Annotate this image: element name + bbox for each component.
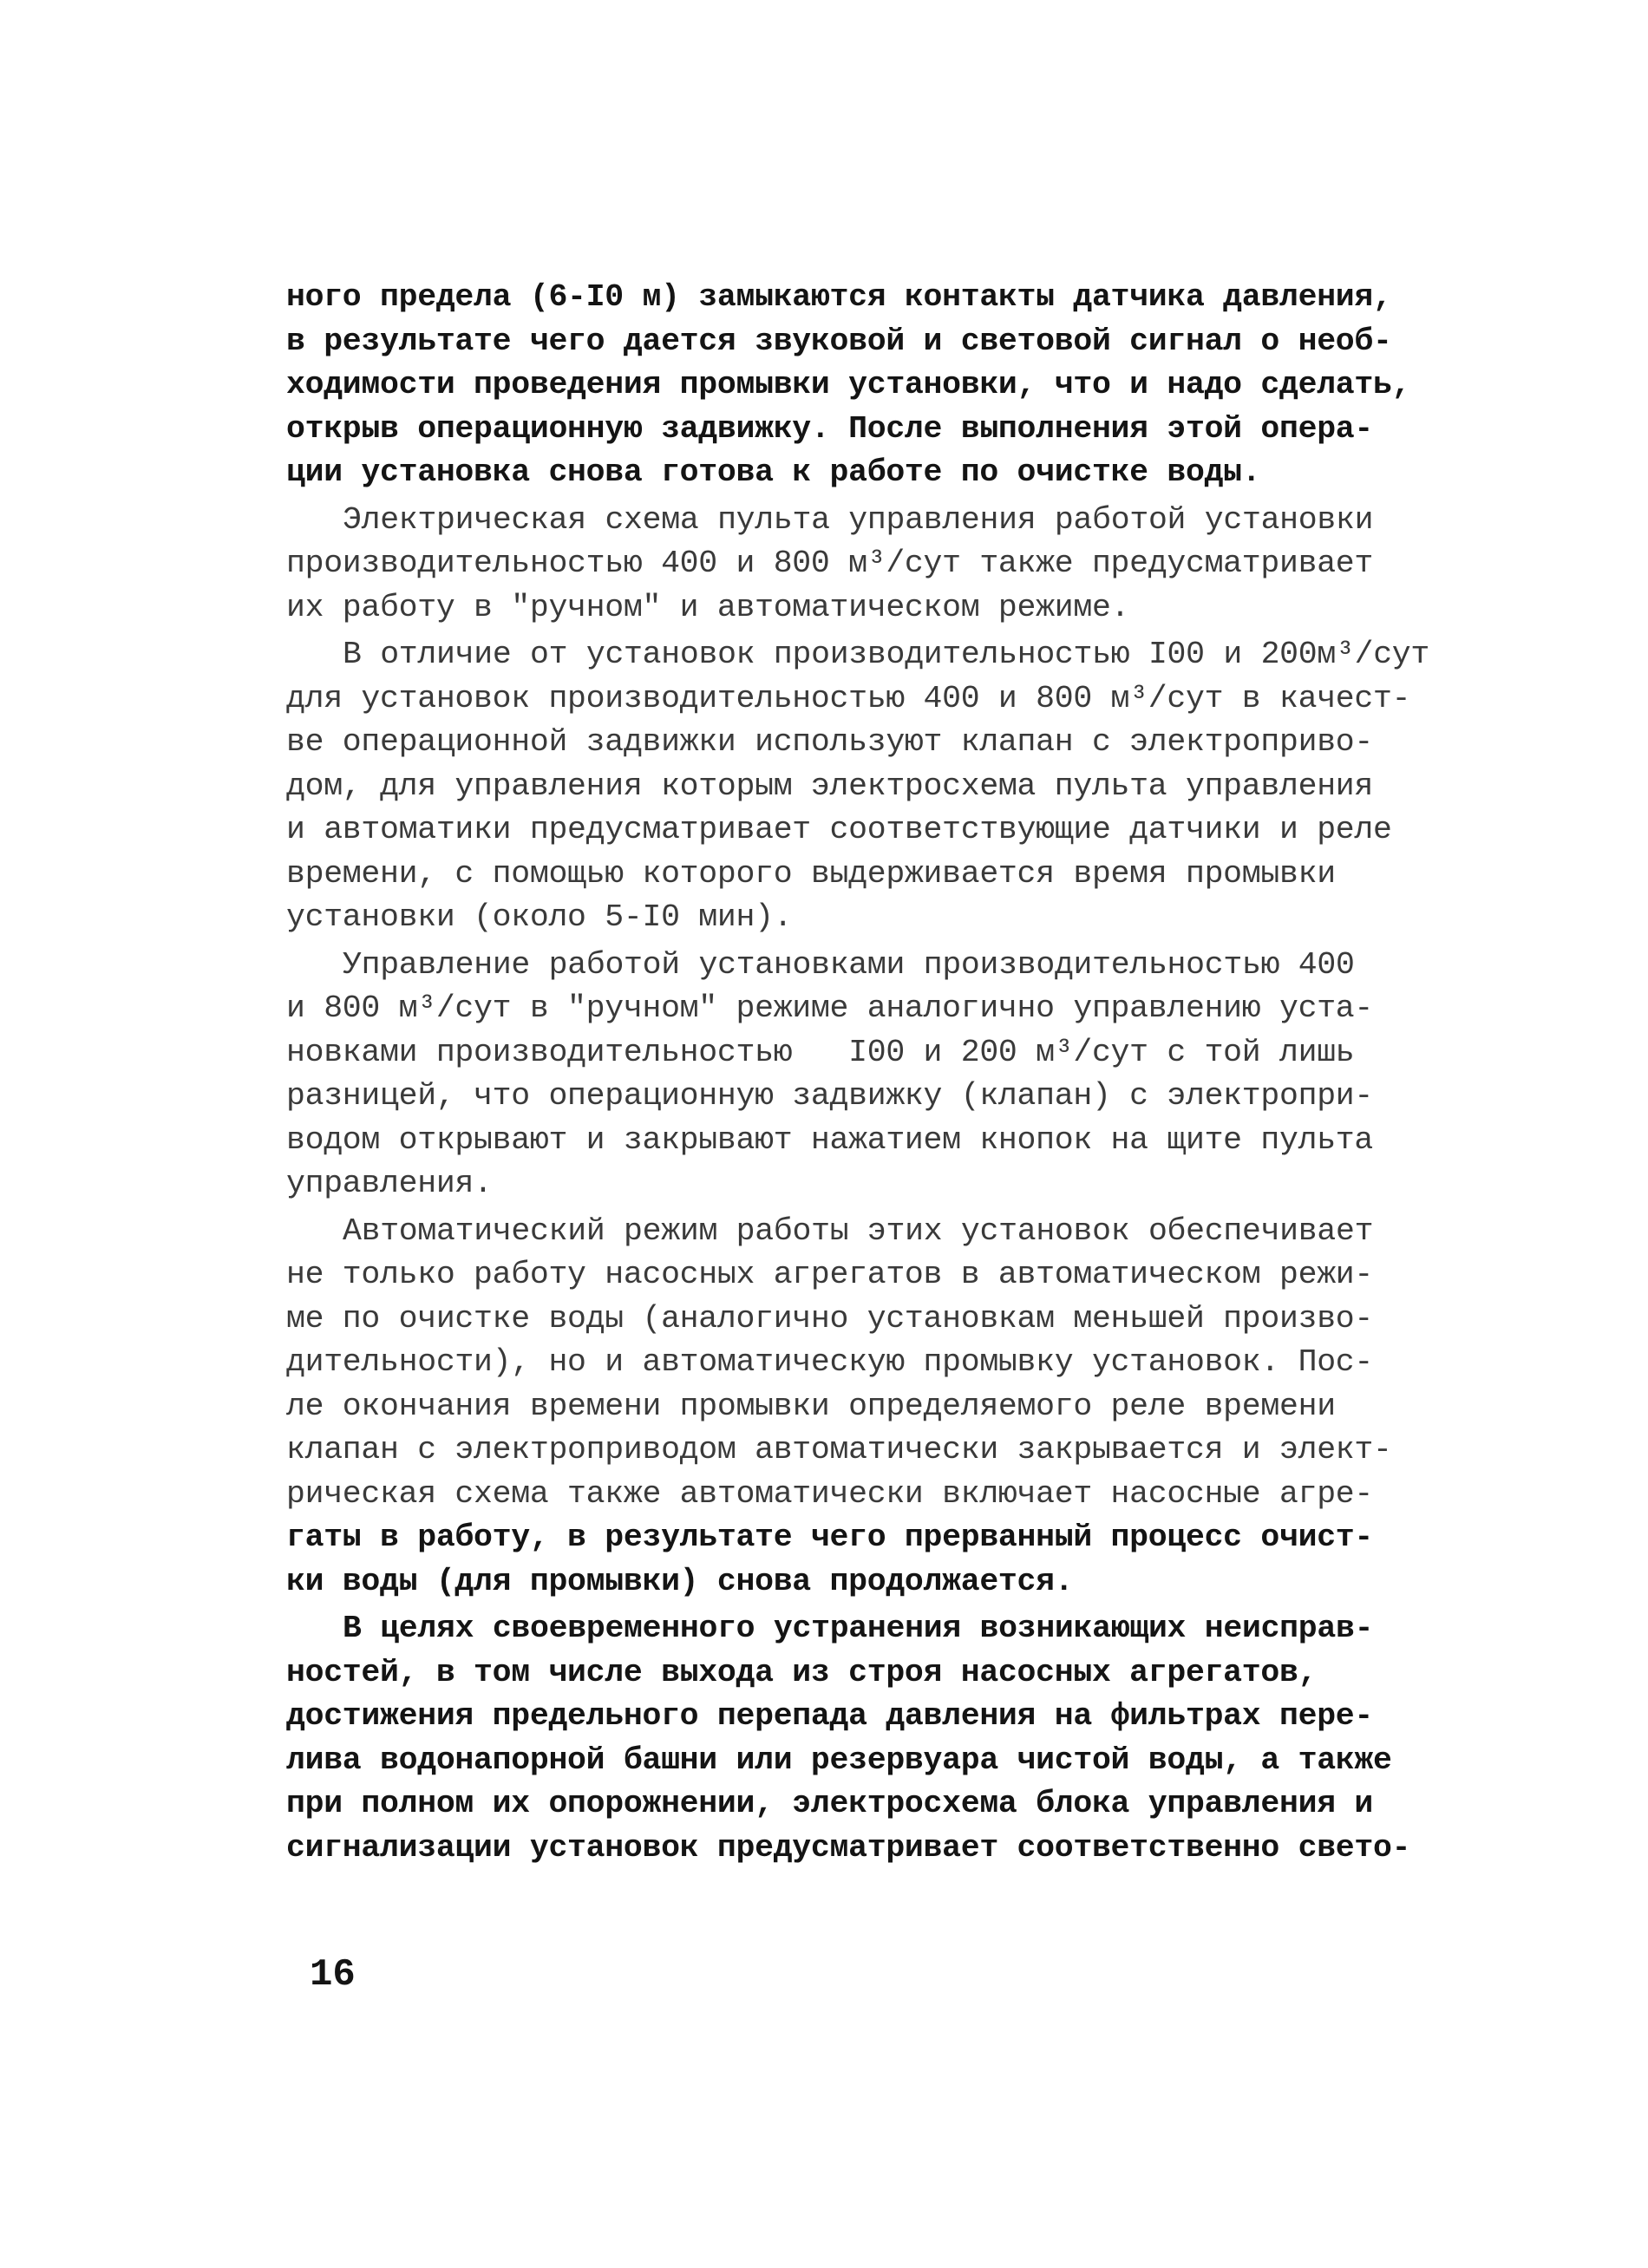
text-line: не только работу насосных агрегатов в автоматическом режи-	[286, 1257, 1374, 1292]
text-line: Автоматический режим работы этих установок обеспечивает	[343, 1212, 1374, 1249]
text-line: ного предела (6-I0 м) замыкаются контакты датчика давления,	[286, 279, 1392, 315]
text-line: и автоматики предусматривает соответствующие датчики и реле	[286, 812, 1392, 847]
text-line: дом, для управления которым электросхема пульта управления	[286, 768, 1374, 804]
page-number: 16	[310, 1953, 356, 1997]
text-line: сигнализации установок предусматривает соответственно свето-	[286, 1829, 1411, 1866]
text-line: производительностью 400 и 800 м³/сут также предусматривает	[286, 546, 1374, 581]
text-line: ле окончания времени промывки определяемого реле времени	[286, 1388, 1336, 1424]
text-line: ки воды (для промывки) снова продолжается.	[286, 1563, 1074, 1599]
text-line: Электрическая схема пульта управления работой установки	[343, 501, 1374, 538]
text-line: ме по очистке воды (аналогично установкам меньшей произво-	[286, 1300, 1374, 1337]
text-line: ве операционной задвижки используют клапан с электроприво-	[286, 724, 1374, 760]
text-line: ции установка снова готова к работе по очистке воды.	[286, 454, 1261, 490]
text-line: дительности), но и автоматическую промывку установок. Пос-	[286, 1344, 1374, 1380]
body-text	[286, 276, 1431, 1870]
text-line: разницей, что операционную задвижку (клапан) с электропри-	[286, 1078, 1374, 1114]
text-line: гаты в работу, в результате чего прерванный процесс очист-	[286, 1520, 1374, 1555]
text-line: их работу в "ручном" и автоматическом режиме.	[286, 589, 1130, 625]
text-line: для установок производительностью 400 и 800 м³/сут в качест-	[286, 680, 1411, 716]
text-line: В отличие от установок производительностью I00 и 200м³/сут	[343, 637, 1430, 672]
text-line: В целях своевременного устранения возникающих неисправ-	[343, 1611, 1374, 1646]
text-line: при полном их опорожнении, электросхема блока управления и	[286, 1786, 1374, 1821]
text-line: установки (около 5-I0 мин).	[286, 899, 793, 935]
text-line: ностей, в том числе выхода из строя насосных агрегатов,	[286, 1654, 1318, 1690]
text-line: Управление работой установками производительностью 400	[343, 946, 1355, 983]
text-line: рическая схема также автоматически включает насосные агре-	[286, 1475, 1374, 1512]
text-line: водом открывают и закрывают нажатием кнопок на щите пульта	[286, 1121, 1374, 1158]
text-line: новками производительностью I00 и 200 м³/сут с той лишь	[286, 1034, 1355, 1070]
text-line: лива водонапорной башни или резервуара чистой воды, а также	[286, 1742, 1392, 1778]
text-line: клапан с электроприводом автоматически закрывается и элект-	[286, 1432, 1392, 1467]
text-line: открыв операционную задвижку. После выполнения этой опера-	[286, 410, 1374, 447]
text-line: и 800 м³/сут в "ручном" режиме аналогично управлению уста-	[286, 990, 1374, 1026]
text-line: ходимости проведения промывки установки, что и надо сделать,	[286, 367, 1411, 402]
text-line: времени, с помощью которого выдерживается время промывки	[286, 855, 1336, 892]
text-line: управления.	[286, 1166, 493, 1201]
text-line: в результате чего дается звуковой и световой сигнал о необ-	[286, 323, 1392, 359]
text-line: достижения предельного перепада давления на фильтрах пере-	[286, 1698, 1374, 1734]
